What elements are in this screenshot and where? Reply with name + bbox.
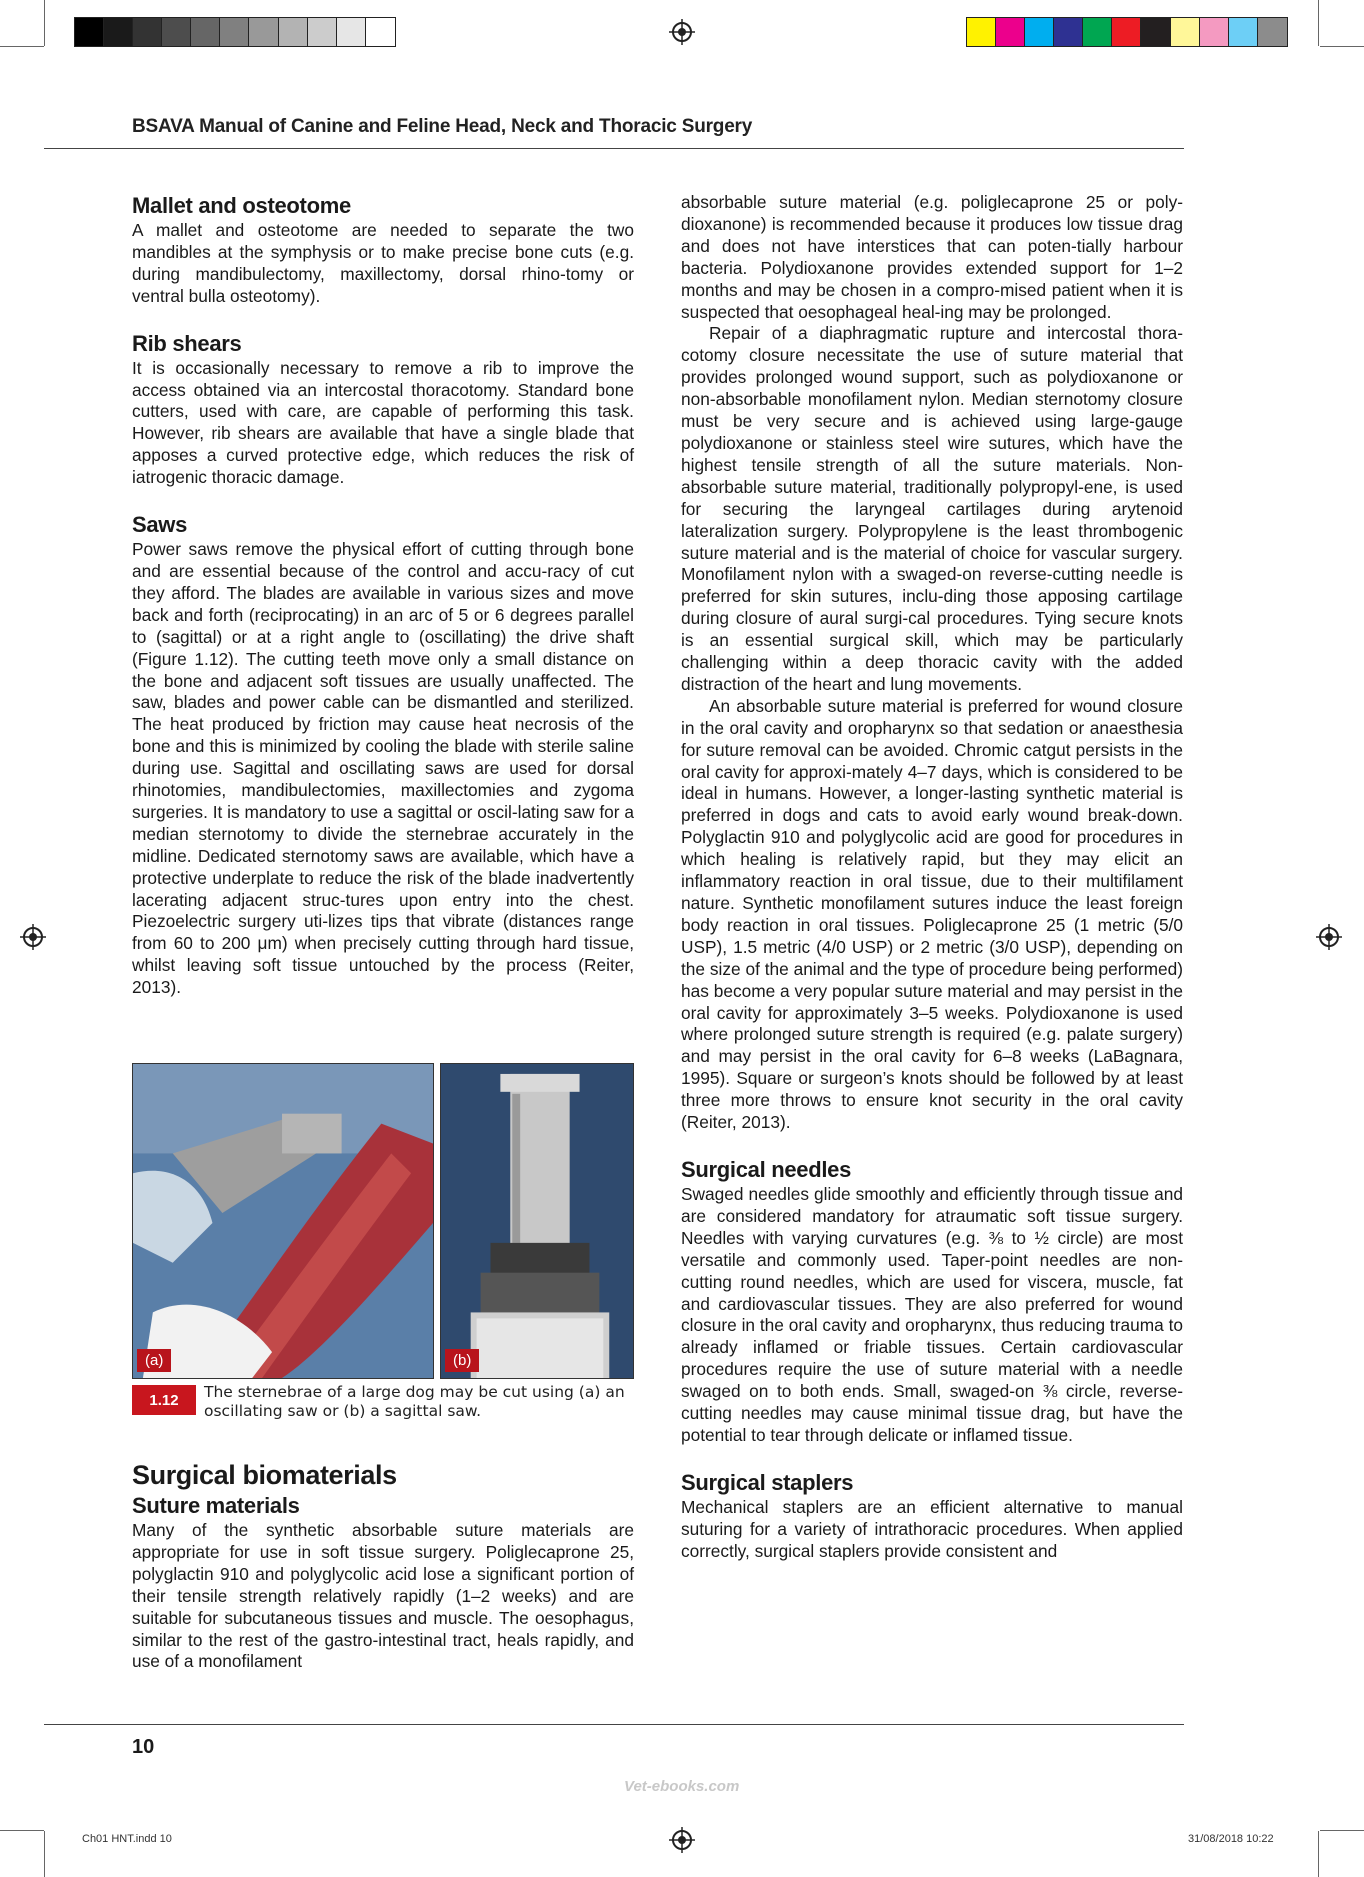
color-swatch bbox=[1141, 18, 1170, 46]
crosshair-target-icon bbox=[669, 19, 695, 45]
left-column bbox=[132, 192, 634, 999]
figure-photo-oscillating-saw bbox=[132, 1063, 434, 1379]
color-swatch bbox=[967, 18, 996, 46]
slug-timestamp: 31/08/2018 10:22 bbox=[1188, 1833, 1274, 1845]
section-heading-surgical-staplers: Surgical staplers bbox=[681, 1469, 854, 1495]
paragraph-oral-cavity: An absorbable suture material is preferred for wound closure in the oral cavity and oropharynx so that sedation or anaesthesia for suture removal can be avoided. Chromic catgut persists in the oral cavity for approxi-mately 4–7 days, which is considered to be ideal in humans. However, a longer-lasting synthetic material is preferred in dogs and cats to avoid early wound break-down. Polyglactin 910 and polyglycolic acid are good for procedures in which healing is relatively rapid, but they may elicit an inflammatory reaction in oral tissue, due to their multifilament nature. Synthetic monofilament sutures induce the least foreign body reaction in oral tissues. Poliglecaprone 25 (1 metric (5/0 USP), 1.5 metric (4/0 USP) or 2 metric (3/0 USP), depending on the size of the animal and the type of procedure being performed) has become a very popular suture material and may persist in the oral cavity for approximately 3–5 weeks. Polydioxanone is used where prolonged suture strength is required (e.g. palate surgery) and may persist in the oral cavity for 6–8 weeks (LaBagnara, 1995). Square or surgeon’s knots should be followed by at least three more throws to ensure knot security in the oral cavity (Reiter, 2013). bbox=[681, 695, 1183, 1133]
running-head: BSAVA Manual of Canine and Feline Head, Neck and Thoracic Surgery bbox=[132, 116, 753, 137]
figure-photo-sagittal-saw bbox=[440, 1063, 634, 1379]
color-swatch bbox=[996, 18, 1025, 46]
grayscale-calibration-bar bbox=[74, 17, 396, 47]
crop-mark bbox=[1320, 1830, 1364, 1831]
gray-swatch bbox=[308, 18, 337, 46]
color-swatch bbox=[1054, 18, 1083, 46]
subsection-heading-suture-materials: Suture materials bbox=[132, 1493, 300, 1518]
page-number: 10 bbox=[132, 1736, 155, 1758]
section-heading-mallet: Mallet and osteotome bbox=[132, 193, 351, 218]
color-swatch bbox=[1258, 18, 1287, 46]
paragraph-mallet: A mallet and osteotome are needed to separate the two mandibles at the symphysis or to make precise bone cuts (e.g. during mandibulectomy, maxillectomy, dorsal rhino-tomy or ventral bulla osteotomy). bbox=[132, 220, 634, 306]
gray-swatch bbox=[366, 18, 395, 46]
figure-panel-label-b: (b) bbox=[445, 1349, 479, 1372]
crosshair-target-icon bbox=[1316, 924, 1342, 950]
gray-swatch bbox=[75, 18, 104, 46]
color-swatch bbox=[1229, 18, 1258, 46]
paragraph-rib-shears: It is occasionally necessary to remove a rib to improve the access obtained via an intercostal thoracotomy. Standard bone cutters, used with care, are capable of performing this task. However, rib shears are available that have a single blade that apposes a curved protective edge, which reduces the risk of iatrogenic thoracic damage. bbox=[132, 357, 634, 488]
crop-mark bbox=[1320, 46, 1364, 47]
color-swatch bbox=[1200, 18, 1229, 46]
crop-mark bbox=[44, 0, 45, 46]
crop-mark bbox=[0, 1830, 44, 1831]
crosshair-target-icon bbox=[669, 1827, 695, 1853]
figure-number-badge: 1.12 bbox=[132, 1385, 196, 1415]
crop-mark bbox=[1318, 0, 1319, 46]
gray-swatch bbox=[191, 18, 220, 46]
paragraph-suture-materials: Many of the synthetic absorbable suture materials are appropriate for use in soft tissue surgery. Poliglecaprone 25, polyglactin 910 and polyglycolic acid lose a significant portion of their tensile strength relatively rapidly (1–2 weeks) and are suitable for subcutaneous tissues and muscle. The oesophagus, similar to the rest of the gastro-intestinal tract, heals rapidly, and use of a monofilament bbox=[132, 1520, 634, 1672]
gray-swatch bbox=[249, 18, 278, 46]
paragraph-diaphragm-repair: Repair of a diaphragmatic rupture and intercostal thora-cotomy closure necessitate the use of suture material that provides prolonged wound support, such as polydioxanone or non-absorbable monofilament nylon. Median sternotomy closure must be very secure and is achieved using large-gauge polydioxanone or stainless steel wire sutures, which have the highest tensile strength of all the suture materials. Non-absorbable suture material, traditionally polypropyl-ene, is used for securing the laryngeal cartilages during arytenoid lateralization surgery. Polypropylene is the least thrombogenic suture material and is the material of choice for vascular surgery. Monofilament nylon with a swaged-on reverse-cutting needle is preferred for skin sutures, inclu-ding those apposing cartilage during closure of aural surgi-cal procedures. Tying secure knots is an essential surgical skill, which may be particularly challenging within a deep thoracic cavity with the added distraction of the heart and lung movements. bbox=[681, 323, 1183, 694]
left-column-bottom bbox=[132, 1458, 634, 1673]
gray-swatch bbox=[133, 18, 162, 46]
color-swatch bbox=[1083, 18, 1112, 46]
crop-mark bbox=[0, 46, 44, 47]
right-column bbox=[681, 192, 1183, 1563]
header-rule bbox=[44, 148, 1184, 149]
section-heading-surgical-needles: Surgical needles bbox=[681, 1156, 852, 1182]
gray-swatch bbox=[104, 18, 133, 46]
slug-filename: Ch01 HNT.indd 10 bbox=[82, 1833, 172, 1845]
paragraph-surgical-needles: Swaged needles glide smoothly and efficiently through tissue and are considered mandatory for atraumatic soft tissue surgery. Needles with varying curvatures (e.g. ⅜ to ½ circle) are most versatile and commonly used. Taper-point needles are non-cutting round needles, which are used for viscera, muscle, fat and cardiovascular tissues. They are also preferred for wound closure in the oral cavity and oropharynx, thus reducing trauma to already inflamed or friable tissues. Certain cardiovascular procedures require the use of suture material with a needle swaged on to both ends. Small, swaged-on ⅜ circle, reverse-cutting needles may cause minimal tissue drag, but have the potential to tear through delicate or inflamed tissue. bbox=[681, 1183, 1183, 1445]
section-heading-saws: Saws bbox=[132, 512, 188, 538]
paragraph-suture-continued: absorbable suture material (e.g. poliglecaprone 25 or poly-dioxanone) is recommended because it produces low tissue drag and does not have interstices that can poten-tially harbour bacteria. Polydioxanone provides extended support for 1–2 months and may be chosen in a compro-mised patient when it is suspected that oesophageal heal-ing may be prolonged. bbox=[681, 192, 1183, 322]
watermark-text: Vet-ebooks.com bbox=[624, 1778, 740, 1795]
footer-rule bbox=[44, 1724, 1184, 1725]
paragraph-surgical-staplers: Mechanical staplers are an efficient alternative to manual suturing for a variety of intrathoracic procedures. When applied correctly, surgical staplers provide consistent and bbox=[681, 1496, 1183, 1561]
color-swatch bbox=[1171, 18, 1200, 46]
color-swatch bbox=[1112, 18, 1141, 46]
figure-panel-label-a: (a) bbox=[137, 1349, 171, 1372]
crop-mark bbox=[44, 1831, 45, 1877]
paragraph-saws: Power saws remove the physical effort of cutting through bone and are essential because of the control and accu-racy of cut they afford. The blades are available in various sizes and move back and forth (reciprocating) in an arc of 5 or 6 degrees parallel to (sagittal) or at a right angle to (oscillating) the drive shaft (Figure 1.12). The cutting teeth move only a small distance on the bone and adjacent soft tissues are usually unaffected. The saw, blades and power cable can be dismantled and sterilized. The heat produced by friction may cause heat necrosis of the bone and this is minimized by cooling the blade with sterile saline during use. Sagittal and oscillating saws are used for dorsal rhinotomies, mandibulectomies, maxillectomies and zygoma surgeries. It is mandatory to use a sagittal or oscil-lating saw for a median sternotomy to divide the sternebrae accurately in the midline. Dedicated sternotomy saws are available, which have a protective underplate to reduce the risk of the blade inadvertently lacerating adjacent struc-tures upon entry into the chest. Piezoelectric surgery uti-lizes tips that vibrate (distances range from 60 to 200 μm) when precisely cutting through hard tissue, whilst leaving soft tissue untouched by the process (Reiter, 2013). bbox=[132, 539, 634, 998]
section-heading-rib-shears: Rib shears bbox=[132, 330, 242, 356]
gray-swatch bbox=[162, 18, 191, 46]
crop-mark bbox=[1318, 1831, 1319, 1877]
gray-swatch bbox=[279, 18, 308, 46]
figure-caption: The sternebrae of a large dog may be cut using (a) an oscillating saw or (b) a sagittal saw. bbox=[204, 1383, 625, 1420]
color-swatch bbox=[1025, 18, 1054, 46]
gray-swatch bbox=[337, 18, 366, 46]
section-heading-surgical-biomaterials: Surgical biomaterials bbox=[132, 1460, 397, 1490]
gray-swatch bbox=[220, 18, 249, 46]
color-calibration-bar bbox=[966, 17, 1288, 47]
crosshair-target-icon bbox=[20, 924, 46, 950]
